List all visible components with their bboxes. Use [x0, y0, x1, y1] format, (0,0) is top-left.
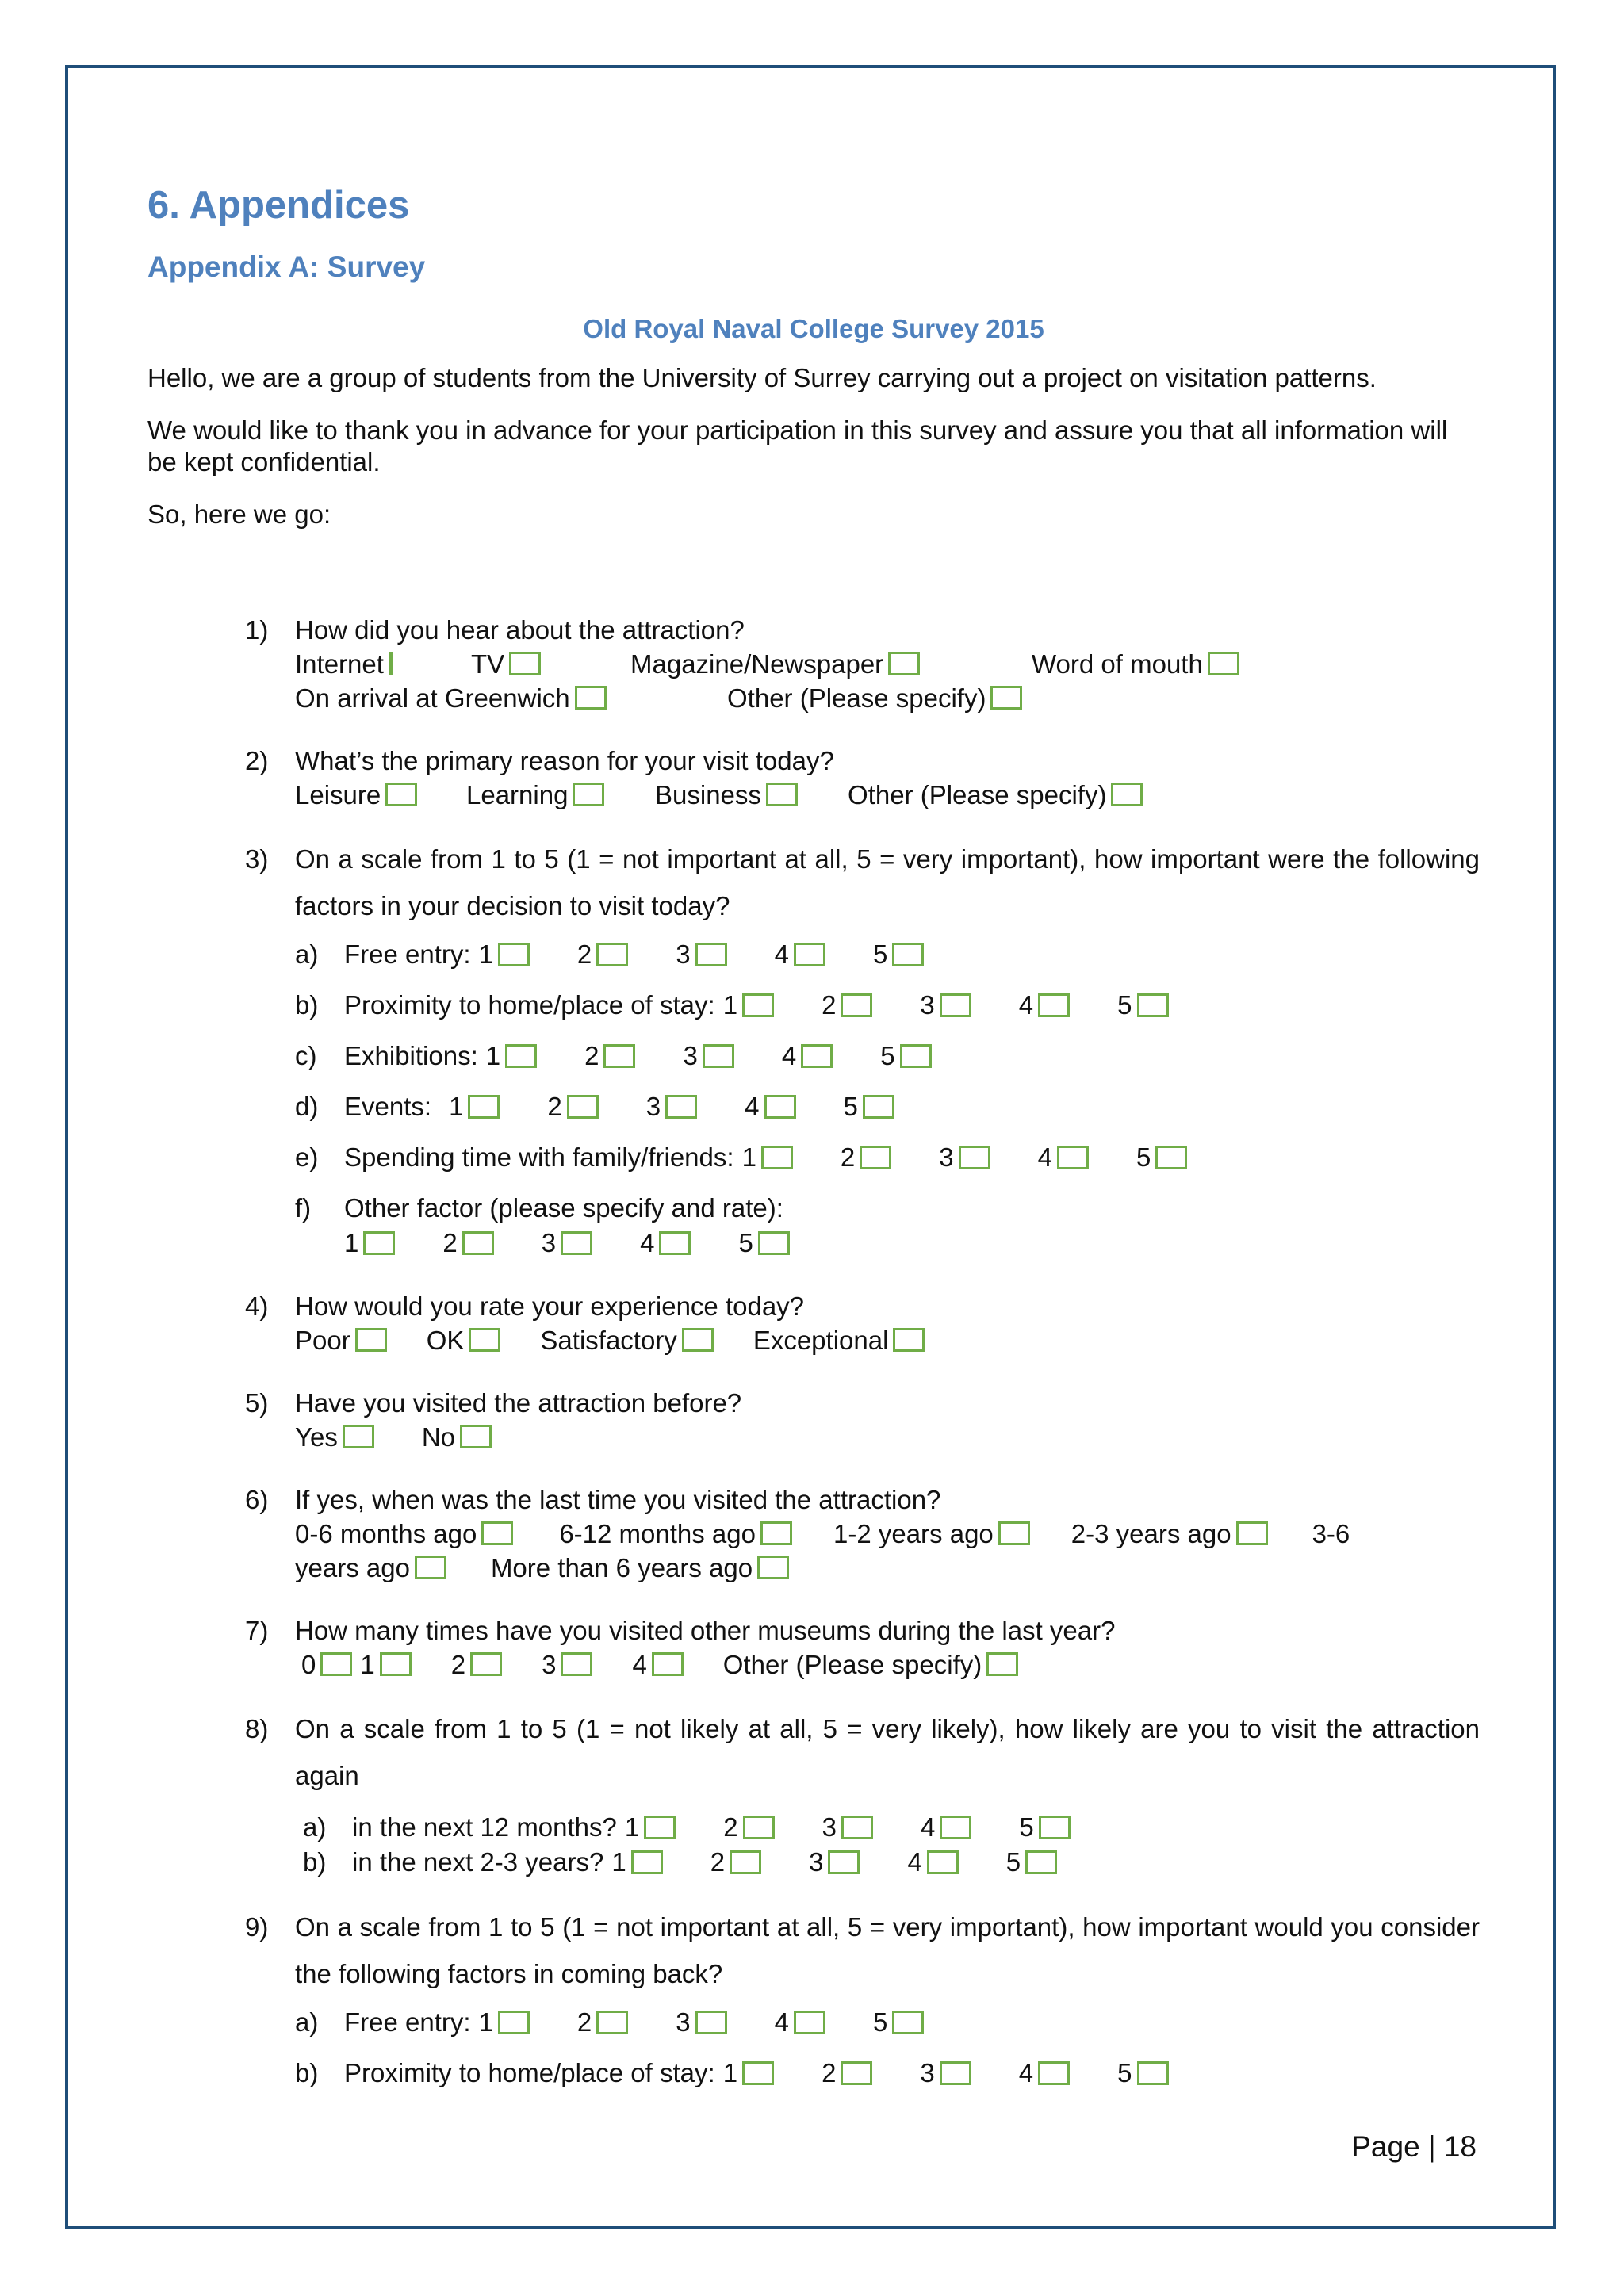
option: Internet [295, 647, 393, 681]
question-text: Have you visited the attraction before? [295, 1387, 742, 1418]
question-text: On a scale from 1 to 5 (1 = not important at all, 5 = very important), how important would you consider the following factors in coming back? [295, 1911, 1480, 1988]
question-number: 6) [245, 1484, 269, 1514]
checkbox[interactable] [703, 1044, 734, 1068]
rating-3: 3 [646, 1089, 697, 1123]
question-text: How did you hear about the attraction? [295, 614, 745, 645]
rating-2: 2 [577, 937, 628, 971]
rating-label: Free entry: [344, 939, 471, 970]
question-6 [147, 1483, 1480, 1585]
rating-4: 4 [775, 2005, 825, 2039]
checkbox[interactable] [363, 1231, 395, 1255]
checkbox[interactable] [1236, 1521, 1268, 1545]
checkbox[interactable] [841, 2061, 872, 2085]
checkbox[interactable] [498, 943, 530, 966]
rating-4: 4 [745, 1089, 795, 1123]
question-8 [147, 1705, 1480, 1880]
option: 1-2 years ago [833, 1517, 1030, 1551]
option: Learning [466, 778, 604, 812]
rating-5: 5 [1019, 1810, 1070, 1844]
rating-3: 3 [939, 1140, 990, 1174]
checkbox[interactable] [652, 1652, 684, 1676]
rating-5: 5 [738, 1226, 789, 1260]
question-number: 7) [245, 1615, 269, 1645]
rating-1: 1 [723, 988, 774, 1022]
rating-row: f) Other factor (please specify and rate): [295, 1191, 1480, 1226]
checkbox[interactable] [742, 993, 774, 1017]
rating-1: 1 [479, 937, 530, 971]
rating-1: 1 [723, 2056, 774, 2090]
checkbox[interactable] [730, 1850, 761, 1874]
question-number: 3) [245, 844, 269, 874]
question-text: If yes, when was the last time you visited the attraction? [295, 1484, 941, 1514]
rating-3: 3 [683, 1039, 733, 1073]
intro-paragraph: We would like to thank you in advance for your participation in this survey and assure you that all information will be kept confidential. [147, 415, 1448, 476]
rating-1: 1 [344, 1226, 395, 1260]
checkbox[interactable] [764, 1095, 796, 1119]
question-4 [147, 1289, 1480, 1357]
option: 3 [542, 1647, 592, 1682]
checkbox[interactable] [758, 1231, 790, 1255]
question-text: How would you rate your experience today? [295, 1291, 805, 1321]
rating-1: 1 [625, 1810, 676, 1844]
option-row [295, 1647, 1480, 1682]
checkbox[interactable] [509, 652, 541, 675]
rating-label: Events: [344, 1092, 432, 1122]
rating-2: 2 [547, 1089, 598, 1123]
appendix-heading: Appendix A: Survey [147, 250, 426, 283]
rating-label: Exhibitions: [344, 1041, 478, 1071]
rating-5: 5 [873, 2005, 924, 2039]
checkbox[interactable] [1111, 783, 1143, 806]
document-body [147, 182, 1480, 2099]
rating-row: a) in the next 12 months? 1 2 3 4 5 [295, 1810, 1480, 1845]
checkbox[interactable] [320, 1652, 352, 1676]
option: On arrival at Greenwich [295, 681, 607, 715]
checkbox[interactable] [1155, 1146, 1187, 1169]
option-row [295, 647, 1480, 681]
option: Poor [295, 1323, 387, 1357]
checkbox[interactable] [743, 1816, 775, 1839]
question-number: 8) [245, 1713, 269, 1743]
checkbox[interactable] [757, 1556, 789, 1579]
checkbox[interactable] [1038, 993, 1070, 1017]
checkbox[interactable] [561, 1231, 592, 1255]
rating-2: 2 [442, 1226, 493, 1260]
checkbox[interactable] [841, 993, 872, 1017]
checkbox[interactable] [888, 652, 920, 675]
rating-label: Proximity to home/place of stay: [344, 990, 715, 1020]
rating-2: 2 [723, 1810, 774, 1844]
option: years ago [295, 1551, 446, 1585]
option-row [295, 1551, 1480, 1585]
option: Exceptional [753, 1323, 925, 1357]
rating-label: Proximity to home/place of stay: [344, 2058, 715, 2088]
checkbox[interactable] [561, 1652, 592, 1676]
page-number: Page | 18 [1351, 2130, 1477, 2163]
checkbox[interactable] [940, 1816, 971, 1839]
checkbox[interactable] [631, 1850, 663, 1874]
rating-row: c) Exhibitions: 1 2 3 4 5 [295, 1031, 1480, 1081]
checkbox[interactable] [841, 1816, 873, 1839]
checkbox[interactable] [801, 1044, 833, 1068]
checkbox[interactable] [860, 1146, 891, 1169]
rating-2: 2 [822, 2056, 872, 2090]
option: 6-12 months ago [559, 1517, 792, 1551]
checkbox[interactable] [470, 1652, 502, 1676]
question-text: On a scale from 1 to 5 (1 = not likely at all, 5 = very likely), how likely are you to visit the attraction again [295, 1713, 1480, 1790]
checkbox[interactable] [665, 1095, 697, 1119]
question-text: How many times have you visited other museums during the last year? [295, 1615, 1116, 1645]
rating-3: 3 [676, 2005, 726, 2039]
rating-5: 5 [1117, 988, 1168, 1022]
checkbox[interactable] [567, 1095, 599, 1119]
checkbox[interactable] [998, 1521, 1030, 1545]
checkbox[interactable] [742, 2061, 774, 2085]
rating-label: in the next 12 months? [352, 1812, 617, 1843]
rating-1: 1 [742, 1140, 793, 1174]
rating-label: in the next 2-3 years? [352, 1847, 604, 1877]
option: 2 [451, 1647, 502, 1682]
rating-5: 5 [880, 1039, 931, 1073]
checkbox[interactable] [380, 1652, 412, 1676]
checkbox[interactable] [940, 2061, 971, 2085]
option: Leisure [295, 778, 417, 812]
checkbox[interactable] [940, 993, 971, 1017]
checkbox[interactable] [1039, 1816, 1071, 1839]
checkbox[interactable] [1038, 2061, 1070, 2085]
rating-2: 2 [710, 1845, 761, 1879]
checkbox[interactable] [505, 1044, 537, 1068]
option: Magazine/Newspaper [630, 647, 920, 681]
checkbox[interactable] [892, 943, 924, 966]
option: Satisfactory [540, 1323, 713, 1357]
rating-4: 4 [775, 937, 825, 971]
question-9 [147, 1904, 1480, 2099]
checkbox[interactable] [603, 1044, 635, 1068]
rating-1: 1 [486, 1039, 537, 1073]
checkbox[interactable] [990, 686, 1022, 710]
checkbox[interactable] [573, 783, 604, 806]
checkbox[interactable] [761, 1146, 793, 1169]
rating-row: b) Proximity to home/place of stay: 1 2 3 4 5 [295, 980, 1480, 1031]
checkbox[interactable] [385, 783, 417, 806]
question-number: 2) [245, 745, 269, 775]
rating-1: 1 [449, 1089, 500, 1123]
survey-title: Old Royal Naval College Survey 2015 [583, 314, 1044, 344]
rating-5: 5 [1006, 1845, 1057, 1879]
checkbox[interactable] [498, 2011, 530, 2034]
rating-2: 2 [822, 988, 872, 1022]
checkbox[interactable] [863, 1095, 894, 1119]
checkbox[interactable] [596, 943, 628, 966]
question-7 [147, 1613, 1480, 1682]
rating-row: d) Events: 1 2 3 4 5 [295, 1081, 1480, 1132]
question-1 [147, 613, 1480, 715]
question-text: On a scale from 1 to 5 (1 = not important at all, 5 = very important), how important were the following factors in your decision to visit today? [295, 844, 1480, 920]
rating-row: b) Proximity to home/place of stay: 1 2 3 4 5 [295, 2048, 1480, 2099]
checkbox[interactable] [986, 1652, 1018, 1676]
rating-2: 2 [841, 1140, 891, 1174]
option: TV [471, 647, 541, 681]
checkbox[interactable] [1137, 2061, 1169, 2085]
rating-row: e) Spending time with family/friends: 1 2 3 4 5 [295, 1132, 1480, 1183]
option-row [295, 681, 1480, 715]
question-5 [147, 1386, 1480, 1454]
checkbox[interactable] [695, 943, 727, 966]
checkbox[interactable] [343, 1425, 374, 1448]
rating-row: a) Free entry: 1 2 3 4 5 [295, 1997, 1480, 2048]
option: Other (Please specify) [727, 681, 1022, 715]
option-row [295, 1420, 1480, 1454]
checkbox[interactable] [460, 1425, 492, 1448]
rating-2: 2 [584, 1039, 635, 1073]
rating-4: 4 [1038, 1140, 1089, 1174]
option: 0-6 months ago [295, 1517, 513, 1551]
rating-1: 1 [479, 2005, 530, 2039]
checkbox[interactable] [355, 1328, 387, 1352]
question-number: 4) [245, 1291, 269, 1321]
rating-4: 4 [1019, 2056, 1070, 2090]
checkbox[interactable] [415, 1556, 446, 1579]
option: No [422, 1420, 492, 1454]
rating-5: 5 [1117, 2056, 1168, 2090]
rating-4: 4 [921, 1810, 971, 1844]
checkbox[interactable] [462, 1231, 494, 1255]
option: Yes [295, 1420, 374, 1454]
checkbox[interactable] [892, 2011, 924, 2034]
rating-3: 3 [920, 2056, 971, 2090]
option-row [295, 1323, 1480, 1357]
rating-4: 4 [782, 1039, 833, 1073]
rating-2: 2 [577, 2005, 628, 2039]
checkbox[interactable] [596, 2011, 628, 2034]
question-3 [147, 836, 1480, 1261]
checkbox[interactable] [927, 1850, 959, 1874]
rating-label: Other factor (please specify and rate): [344, 1193, 783, 1223]
checkbox[interactable] [1025, 1850, 1057, 1874]
rating-row [295, 1226, 1480, 1261]
checkbox[interactable] [468, 1095, 500, 1119]
checkbox[interactable] [1137, 993, 1169, 1017]
rating-5: 5 [844, 1089, 894, 1123]
section-heading: 6. Appendices [147, 184, 410, 227]
rating-1: 1 [611, 1845, 662, 1879]
question-number: 9) [245, 1911, 269, 1942]
rating-row: b) in the next 2-3 years? 1 2 3 4 5 [295, 1845, 1480, 1880]
option: 4 [632, 1647, 683, 1682]
checkbox[interactable] [659, 1231, 691, 1255]
checkbox[interactable] [389, 652, 393, 675]
rating-5: 5 [873, 937, 924, 971]
rating-row: a) Free entry: 1 2 3 4 5 [295, 929, 1480, 980]
question-number: 5) [245, 1387, 269, 1418]
rating-3: 3 [676, 937, 726, 971]
option-row [295, 778, 1480, 812]
rating-4: 4 [1019, 988, 1070, 1022]
option: 3-6 [1312, 1518, 1350, 1548]
option: 1 [360, 1647, 411, 1682]
rating-5: 5 [1136, 1140, 1187, 1174]
question-number: 1) [245, 614, 269, 645]
option: More than 6 years ago [491, 1551, 789, 1585]
checkbox[interactable] [900, 1044, 932, 1068]
checkbox[interactable] [682, 1328, 714, 1352]
rating-3: 3 [920, 988, 971, 1022]
rating-label: Spending time with family/friends: [344, 1142, 734, 1173]
option: Other (Please specify) [723, 1647, 1018, 1682]
checkbox[interactable] [794, 2011, 825, 2034]
rating-3: 3 [809, 1845, 860, 1879]
checkbox[interactable] [760, 1521, 792, 1545]
rating-3: 3 [822, 1810, 873, 1844]
rating-4: 4 [640, 1226, 691, 1260]
checkbox[interactable] [1057, 1146, 1089, 1169]
checkbox[interactable] [469, 1328, 500, 1352]
checkbox[interactable] [794, 943, 825, 966]
checkbox[interactable] [893, 1328, 925, 1352]
option: Other (Please specify) [848, 778, 1143, 812]
question-text: What’s the primary reason for your visit today? [295, 745, 834, 775]
intro-paragraph: So, here we go: [147, 499, 331, 529]
option: OK [427, 1323, 501, 1357]
checkbox[interactable] [959, 1146, 990, 1169]
option: Business [655, 778, 798, 812]
option: 2-3 years ago [1071, 1517, 1268, 1551]
option: Word of mouth [1032, 647, 1239, 681]
checkbox[interactable] [481, 1521, 513, 1545]
rating-4: 4 [907, 1845, 958, 1879]
intro-paragraph: Hello, we are a group of students from the University of Surrey carrying out a project on visitation patterns. [147, 362, 1377, 392]
question-2 [147, 744, 1480, 812]
checkbox[interactable] [1208, 652, 1239, 675]
checkbox[interactable] [766, 783, 798, 806]
checkbox[interactable] [575, 686, 607, 710]
checkbox[interactable] [828, 1850, 860, 1874]
option-row [295, 1517, 1480, 1551]
rating-3: 3 [542, 1226, 592, 1260]
rating-label: Free entry: [344, 2007, 471, 2038]
checkbox[interactable] [695, 2011, 727, 2034]
option: 0 [301, 1647, 352, 1682]
checkbox[interactable] [644, 1816, 676, 1839]
